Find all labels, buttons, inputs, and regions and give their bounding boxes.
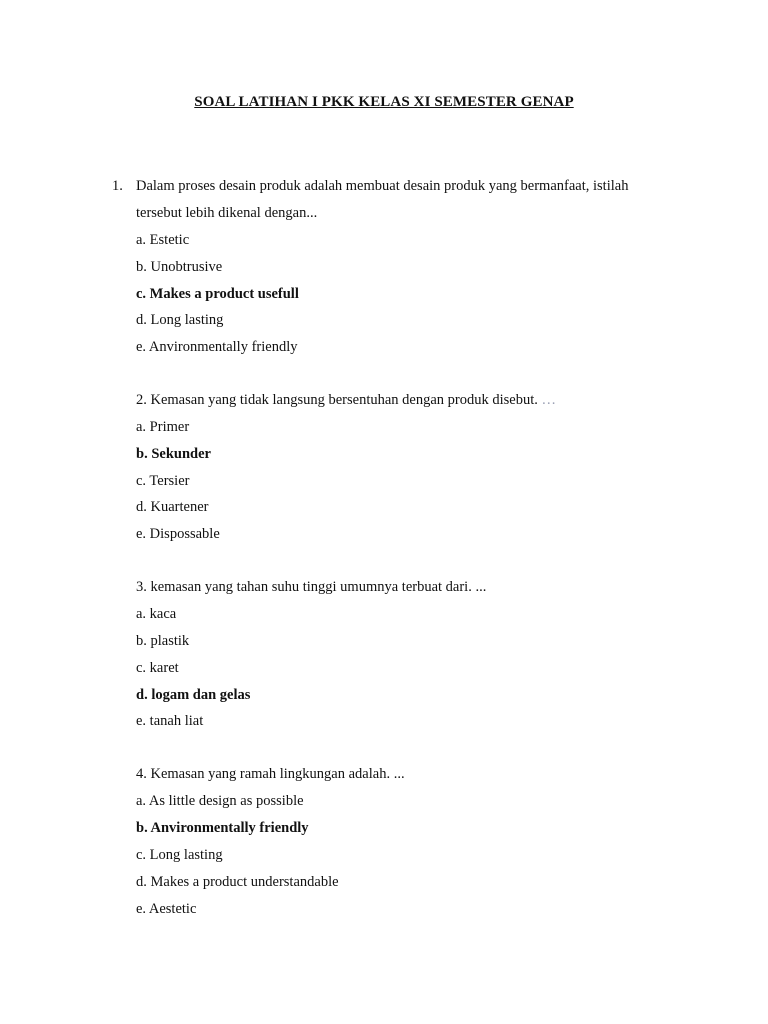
- q2-option-b-answer: b. Sekunder: [136, 446, 211, 462]
- q3-option-c: c. karet: [136, 660, 179, 676]
- q1-option-a: a. Estetic: [136, 232, 190, 248]
- q2-text-main: 2. Kemasan yang tidak langsung bersentuhan dengan produk disebut.: [136, 392, 538, 408]
- q1-number: 1.: [112, 178, 123, 194]
- q1-option-c-answer: c. Makes a product usefull: [136, 286, 299, 302]
- q2-option-a: a. Primer: [136, 419, 190, 435]
- q3-option-a: a. kaca: [136, 606, 177, 622]
- q2-option-e: e. Dispossable: [136, 526, 220, 542]
- q2-ellipsis: …: [541, 392, 557, 408]
- q2-option-d: d. Kuartener: [136, 499, 209, 515]
- q3-option-d-answer: d. logam dan gelas: [136, 687, 251, 703]
- q1-option-e: e. Anvironmentally friendly: [136, 339, 298, 355]
- q1-text-line1: Dalam proses desain produk adalah membuat desain produk yang bermanfaat, istilah: [136, 178, 629, 194]
- q3-option-e: e. tanah liat: [136, 713, 204, 729]
- q1-text-line2: tersebut lebih dikenal dengan...: [136, 205, 318, 221]
- q2-option-c: c. Tersier: [136, 473, 190, 489]
- q2-text: [136, 391, 556, 409]
- document-title: SOAL LATIHAN I PKK KELAS XI SEMESTER GENAP: [194, 94, 574, 110]
- q4-option-c: c. Long lasting: [136, 847, 223, 863]
- q3-text: 3. kemasan yang tahan suhu tinggi umumnya terbuat dari. ...: [136, 579, 487, 595]
- q3-option-b: b. plastik: [136, 633, 190, 649]
- q4-option-a: a. As little design as possible: [136, 793, 304, 809]
- q1-option-b: b. Unobtrusive: [136, 259, 223, 275]
- q4-text: 4. Kemasan yang ramah lingkungan adalah. ...: [136, 766, 405, 782]
- q4-option-b-answer: b. Anvironmentally friendly: [136, 820, 309, 836]
- q4-option-d: d. Makes a product understandable: [136, 874, 339, 890]
- q4-option-e: e. Aestetic: [136, 901, 197, 917]
- q1-option-d: d. Long lasting: [136, 312, 224, 328]
